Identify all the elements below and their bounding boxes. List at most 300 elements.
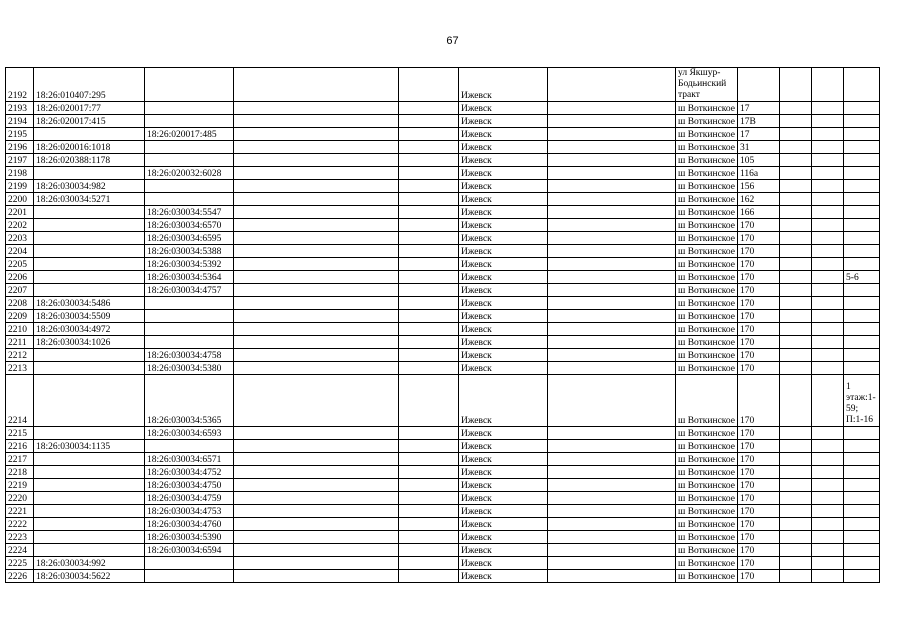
empty-cell [548, 531, 676, 544]
cadastral-number-premises [145, 310, 234, 323]
cadastral-number-premises: 18:26:030034:4760 [145, 518, 234, 531]
empty-cell [780, 245, 812, 258]
house-number: 17 [738, 102, 780, 115]
table-row [6, 544, 880, 557]
row-number: 2201 [6, 206, 34, 219]
cadastral-number-land: 18:26:020388:1178 [34, 154, 145, 167]
street-name: ш Воткинское [676, 362, 738, 375]
empty-cell [399, 557, 459, 570]
empty-cell [234, 518, 399, 531]
table-row [6, 349, 880, 362]
house-number: 31 [738, 141, 780, 154]
cadastral-number-premises: 18:26:030034:4759 [145, 492, 234, 505]
empty-cell [812, 68, 844, 102]
empty-cell [399, 570, 459, 583]
city-name: Ижевск [459, 284, 548, 297]
empty-cell [812, 206, 844, 219]
empty-cell [234, 375, 399, 427]
empty-cell [234, 531, 399, 544]
cadastral-number-premises [145, 557, 234, 570]
empty-cell [234, 154, 399, 167]
premises-note [844, 453, 880, 466]
cadastral-number-land [34, 349, 145, 362]
empty-cell [548, 245, 676, 258]
empty-cell [812, 518, 844, 531]
registry-table [5, 67, 880, 583]
empty-cell [812, 544, 844, 557]
empty-cell [548, 180, 676, 193]
empty-cell [780, 128, 812, 141]
city-name: Ижевск [459, 349, 548, 362]
premises-note [844, 544, 880, 557]
empty-cell [780, 297, 812, 310]
cadastral-number-premises: 18:26:030034:4757 [145, 284, 234, 297]
empty-cell [399, 102, 459, 115]
cadastral-number-land [34, 128, 145, 141]
empty-cell [548, 492, 676, 505]
city-name: Ижевск [459, 180, 548, 193]
street-name: ш Воткинское [676, 206, 738, 219]
empty-cell [812, 557, 844, 570]
house-number: 170 [738, 310, 780, 323]
empty-cell [780, 167, 812, 180]
empty-cell [812, 284, 844, 297]
cadastral-number-land: 18:26:030034:1026 [34, 336, 145, 349]
premises-note [844, 128, 880, 141]
cadastral-number-land [34, 479, 145, 492]
cadastral-number-premises: 18:26:030034:4753 [145, 505, 234, 518]
empty-cell [234, 440, 399, 453]
empty-cell [399, 375, 459, 427]
premises-note [844, 336, 880, 349]
empty-cell [812, 297, 844, 310]
empty-cell [399, 271, 459, 284]
empty-cell [234, 141, 399, 154]
cadastral-number-land: 18:26:020016:1018 [34, 141, 145, 154]
empty-cell [399, 310, 459, 323]
empty-cell [399, 323, 459, 336]
empty-cell [399, 258, 459, 271]
empty-cell [399, 284, 459, 297]
empty-cell [812, 193, 844, 206]
cadastral-number-premises: 18:26:030034:4752 [145, 466, 234, 479]
house-number: 166 [738, 206, 780, 219]
empty-cell [548, 466, 676, 479]
empty-cell [780, 284, 812, 297]
cadastral-number-premises [145, 297, 234, 310]
house-number: 170 [738, 557, 780, 570]
row-number: 2219 [6, 479, 34, 492]
premises-note [844, 297, 880, 310]
cadastral-number-land [34, 466, 145, 479]
city-name: Ижевск [459, 258, 548, 271]
empty-cell [548, 427, 676, 440]
street-name: ш Воткинское [676, 297, 738, 310]
street-name: ш Воткинское [676, 284, 738, 297]
empty-cell [548, 154, 676, 167]
empty-cell [812, 362, 844, 375]
empty-cell [234, 466, 399, 479]
empty-cell [548, 505, 676, 518]
cadastral-number-land [34, 284, 145, 297]
empty-cell [399, 297, 459, 310]
premises-note [844, 349, 880, 362]
cadastral-number-land [34, 206, 145, 219]
city-name: Ижевск [459, 297, 548, 310]
table-row [6, 531, 880, 544]
row-number: 2199 [6, 180, 34, 193]
house-number: 116а [738, 167, 780, 180]
city-name: Ижевск [459, 219, 548, 232]
street-name: ш Воткинское [676, 427, 738, 440]
cadastral-number-land: 18:26:030034:5486 [34, 297, 145, 310]
cadastral-number-premises: 18:26:030034:6595 [145, 232, 234, 245]
row-number: 2222 [6, 518, 34, 531]
premises-note [844, 466, 880, 479]
row-number: 2196 [6, 141, 34, 154]
cadastral-number-premises [145, 141, 234, 154]
empty-cell [399, 115, 459, 128]
empty-cell [812, 570, 844, 583]
empty-cell [812, 323, 844, 336]
cadastral-number-premises [145, 323, 234, 336]
street-name: ш Воткинское [676, 219, 738, 232]
empty-cell [399, 440, 459, 453]
city-name: Ижевск [459, 323, 548, 336]
empty-cell [812, 245, 844, 258]
empty-cell [812, 219, 844, 232]
empty-cell [780, 336, 812, 349]
empty-cell [548, 362, 676, 375]
empty-cell [780, 557, 812, 570]
empty-cell [399, 245, 459, 258]
premises-note [844, 323, 880, 336]
row-number: 2205 [6, 258, 34, 271]
city-name: Ижевск [459, 531, 548, 544]
empty-cell [399, 453, 459, 466]
empty-cell [780, 505, 812, 518]
row-number: 2213 [6, 362, 34, 375]
table-row [6, 219, 880, 232]
empty-cell [812, 479, 844, 492]
row-number: 2223 [6, 531, 34, 544]
cadastral-number-premises [145, 102, 234, 115]
house-number: 170 [738, 284, 780, 297]
cadastral-number-premises [145, 336, 234, 349]
street-name: ш Воткинское [676, 323, 738, 336]
house-number [738, 68, 780, 102]
empty-cell [548, 284, 676, 297]
city-name: Ижевск [459, 557, 548, 570]
empty-cell [399, 232, 459, 245]
street-name: ш Воткинское [676, 349, 738, 362]
empty-cell [234, 180, 399, 193]
empty-cell [234, 336, 399, 349]
empty-cell [780, 479, 812, 492]
house-number: 170 [738, 375, 780, 427]
premises-note [844, 284, 880, 297]
cadastral-number-premises [145, 115, 234, 128]
row-number: 2214 [6, 375, 34, 427]
house-number: 170 [738, 427, 780, 440]
city-name: Ижевск [459, 492, 548, 505]
empty-cell [780, 68, 812, 102]
empty-cell [234, 505, 399, 518]
cadastral-number-land [34, 375, 145, 427]
row-number: 2208 [6, 297, 34, 310]
empty-cell [234, 102, 399, 115]
premises-note [844, 427, 880, 440]
empty-cell [234, 544, 399, 557]
empty-cell [812, 258, 844, 271]
house-number: 170 [738, 440, 780, 453]
house-number: 170 [738, 492, 780, 505]
table-row [6, 68, 880, 102]
empty-cell [812, 180, 844, 193]
empty-cell [234, 349, 399, 362]
empty-cell [399, 531, 459, 544]
table-row [6, 141, 880, 154]
premises-note [844, 258, 880, 271]
premises-note [844, 180, 880, 193]
house-number: 170 [738, 323, 780, 336]
city-name: Ижевск [459, 453, 548, 466]
city-name: Ижевск [459, 544, 548, 557]
empty-cell [399, 167, 459, 180]
table-row [6, 206, 880, 219]
row-number: 2200 [6, 193, 34, 206]
cadastral-number-land: 18:26:030034:992 [34, 557, 145, 570]
empty-cell [812, 531, 844, 544]
house-number: 17В [738, 115, 780, 128]
cadastral-number-premises: 18:26:030034:5364 [145, 271, 234, 284]
cadastral-number-premises: 18:26:030034:5390 [145, 531, 234, 544]
city-name: Ижевск [459, 518, 548, 531]
table-row [6, 310, 880, 323]
empty-cell [780, 453, 812, 466]
cadastral-number-land [34, 492, 145, 505]
empty-cell [812, 492, 844, 505]
empty-cell [548, 375, 676, 427]
empty-cell [812, 466, 844, 479]
empty-cell [780, 154, 812, 167]
table-row [6, 375, 880, 427]
premises-note [844, 557, 880, 570]
street-name: ш Воткинское [676, 271, 738, 284]
city-name: Ижевск [459, 232, 548, 245]
row-number: 2220 [6, 492, 34, 505]
empty-cell [399, 154, 459, 167]
row-number: 2210 [6, 323, 34, 336]
premises-note [844, 154, 880, 167]
house-number: 170 [738, 544, 780, 557]
premises-note [844, 167, 880, 180]
cadastral-number-premises: 18:26:020017:485 [145, 128, 234, 141]
empty-cell [399, 219, 459, 232]
table-row [6, 154, 880, 167]
street-name: ш Воткинское [676, 193, 738, 206]
street-name: ш Воткинское [676, 180, 738, 193]
empty-cell [548, 349, 676, 362]
empty-cell [812, 505, 844, 518]
street-name: ш Воткинское [676, 102, 738, 115]
row-number: 2193 [6, 102, 34, 115]
city-name: Ижевск [459, 154, 548, 167]
empty-cell [812, 141, 844, 154]
cadastral-number-land: 18:26:020017:77 [34, 102, 145, 115]
empty-cell [548, 544, 676, 557]
row-number: 2218 [6, 466, 34, 479]
empty-cell [548, 271, 676, 284]
house-number: 17 [738, 128, 780, 141]
empty-cell [812, 115, 844, 128]
row-number: 2211 [6, 336, 34, 349]
empty-cell [812, 453, 844, 466]
empty-cell [780, 180, 812, 193]
table-row [6, 505, 880, 518]
table-row [6, 102, 880, 115]
house-number: 170 [738, 232, 780, 245]
empty-cell [234, 271, 399, 284]
row-number: 2215 [6, 427, 34, 440]
table-row [6, 128, 880, 141]
city-name: Ижевск [459, 427, 548, 440]
empty-cell [548, 115, 676, 128]
premises-note [844, 245, 880, 258]
street-name: ш Воткинское [676, 245, 738, 258]
table-row [6, 362, 880, 375]
street-name: ш Воткинское [676, 466, 738, 479]
city-name: Ижевск [459, 505, 548, 518]
empty-cell [234, 557, 399, 570]
row-number: 2202 [6, 219, 34, 232]
house-number: 162 [738, 193, 780, 206]
cadastral-number-land [34, 258, 145, 271]
empty-cell [780, 219, 812, 232]
cadastral-number-land [34, 245, 145, 258]
table-row [6, 232, 880, 245]
city-name: Ижевск [459, 141, 548, 154]
empty-cell [780, 466, 812, 479]
empty-cell [780, 492, 812, 505]
empty-cell [234, 258, 399, 271]
empty-cell [234, 245, 399, 258]
row-number: 2206 [6, 271, 34, 284]
empty-cell [234, 219, 399, 232]
house-number: 170 [738, 453, 780, 466]
table-row [6, 284, 880, 297]
row-number: 2197 [6, 154, 34, 167]
table-row [6, 492, 880, 505]
empty-cell [234, 453, 399, 466]
cadastral-number-land: 18:26:030034:5622 [34, 570, 145, 583]
street-name: ш Воткинское [676, 128, 738, 141]
registry-body [6, 68, 880, 583]
empty-cell [548, 453, 676, 466]
house-number: 170 [738, 505, 780, 518]
empty-cell [234, 284, 399, 297]
cadastral-number-land [34, 505, 145, 518]
street-name: ш Воткинское [676, 440, 738, 453]
premises-note [844, 115, 880, 128]
premises-note [844, 570, 880, 583]
empty-cell [812, 271, 844, 284]
empty-cell [780, 570, 812, 583]
street-name: ул Якшур-Бодьинский тракт [676, 68, 738, 102]
cadastral-number-premises: 18:26:020032:6028 [145, 167, 234, 180]
empty-cell [234, 427, 399, 440]
empty-cell [399, 505, 459, 518]
empty-cell [399, 180, 459, 193]
cadastral-number-premises [145, 440, 234, 453]
empty-cell [234, 570, 399, 583]
table-row [6, 440, 880, 453]
empty-cell [548, 219, 676, 232]
empty-cell [548, 232, 676, 245]
cadastral-number-premises [145, 193, 234, 206]
premises-note [844, 479, 880, 492]
street-name: ш Воткинское [676, 167, 738, 180]
premises-note [844, 531, 880, 544]
table-row [6, 271, 880, 284]
empty-cell [399, 492, 459, 505]
empty-cell [234, 68, 399, 102]
city-name: Ижевск [459, 479, 548, 492]
empty-cell [812, 167, 844, 180]
city-name: Ижевск [459, 271, 548, 284]
street-name: ш Воткинское [676, 375, 738, 427]
table-row [6, 180, 880, 193]
empty-cell [780, 115, 812, 128]
row-number: 2194 [6, 115, 34, 128]
city-name: Ижевск [459, 193, 548, 206]
empty-cell [548, 102, 676, 115]
cadastral-number-premises [145, 68, 234, 102]
premises-note: 5-6 [844, 271, 880, 284]
cadastral-number-land [34, 531, 145, 544]
table-row [6, 479, 880, 492]
empty-cell [234, 128, 399, 141]
cadastral-number-premises [145, 180, 234, 193]
row-number: 2207 [6, 284, 34, 297]
empty-cell [399, 518, 459, 531]
empty-cell [548, 323, 676, 336]
empty-cell [812, 232, 844, 245]
empty-cell [548, 297, 676, 310]
house-number: 170 [738, 271, 780, 284]
empty-cell [812, 310, 844, 323]
empty-cell [234, 323, 399, 336]
empty-cell [780, 271, 812, 284]
cadastral-number-land [34, 544, 145, 557]
table-row [6, 518, 880, 531]
table-row [6, 570, 880, 583]
empty-cell [234, 297, 399, 310]
empty-cell [780, 193, 812, 206]
row-number: 2203 [6, 232, 34, 245]
cadastral-number-land: 18:26:020017:415 [34, 115, 145, 128]
cadastral-number-land: 18:26:030034:5271 [34, 193, 145, 206]
house-number: 170 [738, 258, 780, 271]
cadastral-number-land [34, 453, 145, 466]
table-row [6, 297, 880, 310]
street-name: ш Воткинское [676, 141, 738, 154]
empty-cell [812, 128, 844, 141]
empty-cell [812, 102, 844, 115]
empty-cell [399, 427, 459, 440]
street-name: ш Воткинское [676, 115, 738, 128]
empty-cell [399, 336, 459, 349]
